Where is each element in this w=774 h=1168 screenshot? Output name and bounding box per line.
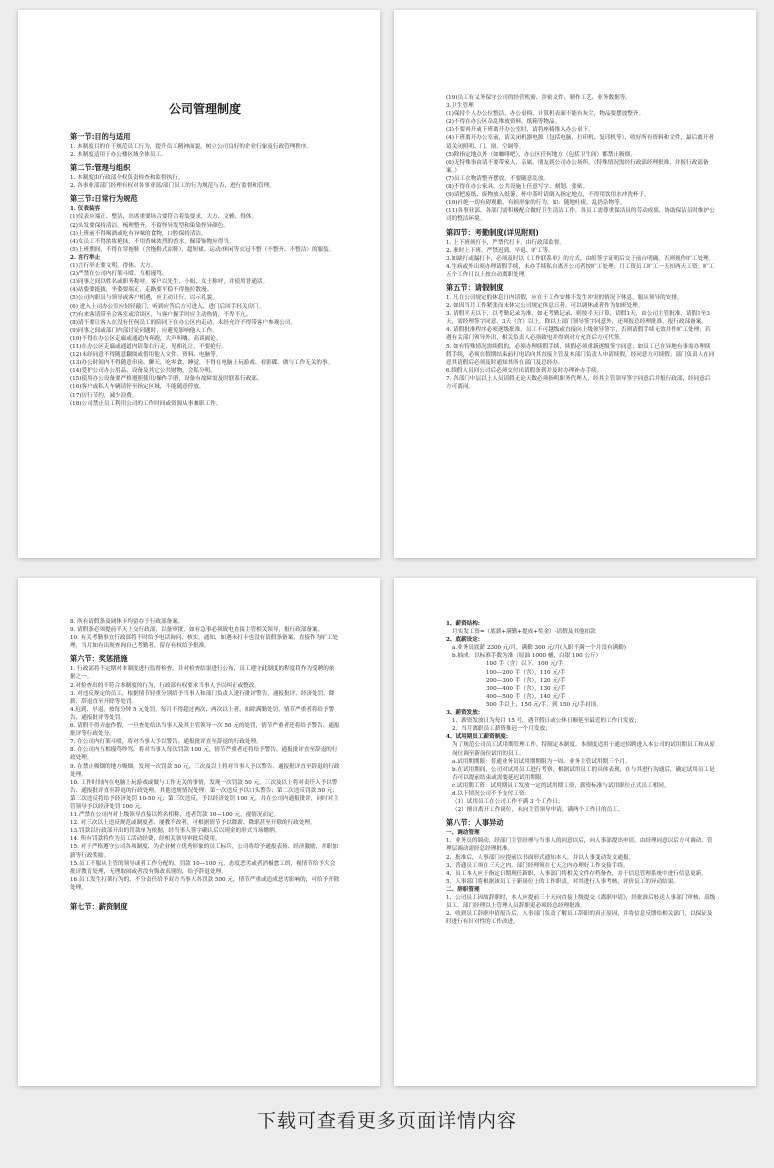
- paragraph: 9. 在禁止吸烟的地方吸烟，发现一次罚款 50 元，三次及以上将对当事人予以警告、通报批评直至辞退的行政处理。: [70, 763, 340, 778]
- paragraph: 4.生病或外出须办理请假手续，未办手续私自离开公司者按旷工处理；月工资员工旷工一天扣两天工资；旷工五个工作日以上按自动离职处理。: [446, 263, 715, 278]
- paragraph: (2)严禁在公司内打架斗殴、互相谩骂。: [70, 271, 168, 278]
- paragraph: 4、员工本人应于指定日期现任新职，人事部门将相关文件存档备查，并于信息管理系统中进行信息更新。: [446, 870, 707, 877]
- section-heading: 第四节：考勤制度(详见附则): [446, 227, 539, 237]
- paragraph: (7)员工衣物请整齐摆放，不要随意乱放。: [446, 175, 550, 182]
- paragraph: (11)各事业部、各部门需积极配合做好卫生清洁工作，各员工需尊重保洁员的劳动成果，协助保洁员时维护公司的整洁环境。: [446, 208, 715, 223]
- paragraph: 6. 请假不得弄虚作假，一旦查处给出当事人及其主管领导一次 50 元的处罚，情节严重者还将给予警告、通报批评等行政处分。: [70, 723, 340, 738]
- paragraph: (3)不要再开或下班离开办公室时，请将座椅推入办公桌下。: [446, 127, 594, 134]
- paragraph: (6) 进入上司办公室应轻轻敲门，听到应答后方可进入，进门后回手轻关房门。: [70, 303, 265, 310]
- paragraph: 1. 行政部将不定期对本制度进行监督检查，并对检查结果进行公布，员工遵守此制度的程度将作为受聘的依据之一。: [70, 666, 335, 681]
- paragraph: 10. 工作时间内在电脑上玩游戏或做与工作无关的事情，发现一次罚款 50 元，三次及以上将对责任人予以警告、通报批评直至辞退的行政处理。其他违规情况处理：第一次违反予以口头警告；第二次违反罚款 50 元；第三次违反将给予经济处罚 10-50 元；第三次违反，予以经济处罚 100 元，并在公司内通报批评，同时对主管领导予以经济处罚 100 元。: [70, 779, 339, 810]
- tier-item: 500 手以上，150 元/手，到 150 元/手封顶。: [486, 701, 602, 708]
- paragraph: 13.罚款以行政部开出的罚款单为依据，经当事人签字确认后以现金的形式当场缴纳。: [70, 828, 281, 835]
- paragraph: 8. 在公司内互相谩骂吵骂，将对当事人每次罚款 100 元，情节严重者还将给予警告、通报批评直至辞退的行政处理。: [70, 747, 338, 762]
- paragraph: 5. 如有特殊情况需续假的，必须办理续假手续，续假必须重新逐级签字同意；如员工已在异地有事需办理续假手续，必须在假期结束前打电话向其直接主管及本部门负责人申请续假，经同意方可续假；部门负责人在同意其请假后必须及时通知其所在部门及总经办。: [446, 343, 715, 366]
- paragraph: (3)同事之间以姓名或职务称呼，客户以先生、小姐、女士称呼，并使用普通话。: [70, 279, 269, 286]
- paragraph: (16)客户或私人车辆请停至指定区域，不能随意停放。: [70, 384, 205, 391]
- subheading: 3、薪资发放:: [446, 710, 480, 717]
- paragraph: (1)保持个人办公位整洁，办公桌椅、计算机表面不能有灰尘，物品要摆放整齐。: [446, 111, 645, 118]
- section-heading: 第八节：人事异动: [446, 818, 504, 828]
- page-2-content: [446, 94, 716, 391]
- paragraph: 15.员工不服从主管的领导或者工作分配的，罚款 10—100 元，态度恶劣或者消极怠工的，视情节给予大会批评教育处理，无理取闹或者没有悔改表现的，给予辞退处理。: [70, 860, 336, 875]
- paragraph: 2、收到员工辞职申请报告后，人事部门负责了解员工辞职的真正原因，并将信息反馈给相关部门，以保证及时进行有针对性的工作改进。: [446, 911, 713, 926]
- paragraph: (4)女员工不得浓妆艳抹，不用香味浓烈的香水，佩带饰物应得当。: [70, 238, 235, 245]
- paragraph: (19)员工有义务保守公司的经营机密、涉密文件、制作工艺、业务数据等。: [446, 95, 631, 101]
- tier-item: 100 手（含）以下，100 元/手: [486, 661, 564, 668]
- paragraph: (5)上班期间，不得在穿拖鞋（含拖鞋式凉鞋），超短裙、运动/休闲等衣冠不整（不整齐、不整洁）的服装。: [70, 246, 335, 253]
- paragraph: (10)社绝一切有碍观瞻，有损形象的行为，如：随地吐痰，乱扔杂物等。: [446, 200, 626, 207]
- paragraph: 1、业务员的调动，经部门主管经理与当事人的同意以后，向人事部提出申请，由经理同意以后方可调动，管理层调动需经总经理批准。: [446, 838, 713, 853]
- paragraph: 14. 所有罚款将作为员工活动经费，经相关领导审批后使用。: [70, 836, 221, 843]
- paragraph: (11)在办公区走廊或通道内请靠右行走，见相礼让，不要抢行。: [70, 343, 227, 350]
- paragraph: (9)请把废纸、废物放入纸篓，杯中茶叶请倒入指定地点，不得用饮用水冲洗杯子。: [446, 192, 650, 199]
- paragraph: 1、公司员工因故辞职时，本人应提前三十天向直接上级提交《离职申请》，经批准后转送人事部门审核，高级员工、部门经理以上管理人员辞职更必须经总经理批准。: [446, 895, 716, 910]
- tier-item: 400—500 手（含），140 元/手: [486, 693, 566, 700]
- section-heading: 第七节：薪资制度: [70, 902, 128, 911]
- paragraph: (4)下班离开办公室前，请关闭机器电源（包括电脑、打印机、复印机等），收好所有资料和文件，最后离开者请关闭照明、门、窗、空调等。: [446, 135, 715, 150]
- document-page-2: [394, 10, 756, 558]
- tier-item: 300—400 手（含），130 元/手: [486, 685, 566, 692]
- paragraph: b.在试用期间，公司对试用员工进行考察，根据试用员工的具体表现，在与其进行沟通后，确定试用员工是否可以提前结束或需要延迟试用期限。: [452, 766, 715, 781]
- subheading: 2、底薪设定:: [446, 637, 480, 644]
- paragraph: 15. 对于严格遵守公司各项制度、为企业树立优秀形象的员工标兵，公司将给予通报表扬、经济激励，并职加薪等行政奖励。: [70, 844, 338, 859]
- paragraph: （1）试用员工在公司工作不满 3 个工作日；: [452, 799, 564, 806]
- paragraph: (5)公司内职员与领导或客户相遇，应主动让行，以示礼貌。: [70, 295, 218, 302]
- section-heading: 第二节:管理与组织: [70, 163, 131, 173]
- tier-item: 100—200 手（含），110 元/手: [486, 669, 566, 676]
- paragraph: (6)无特殊事由请不要带家人、亲属、朋友到公司办公场所。（特殊情况需经行政部经理批准，并报行政部备案。）: [446, 159, 709, 174]
- paragraph: 5、人事部门将根据该员工于新岗位上的工作职责，对其进行人事考核，评价员工的异动结果。: [446, 878, 679, 885]
- subheading: 3.卫生管理: [446, 103, 474, 110]
- paragraph: a.试用期期限：普通业务员试用期期限为一周、业务主管试用期三个月。: [452, 758, 631, 765]
- paragraph: 1. 本制度目的在于规范员工行为，提升员工精神面貌，树立公司良好的企业行象及行政管理秩序。: [70, 144, 313, 150]
- paragraph: (2)不得在办公区杂乱堆放资料、纸箱等物品。: [446, 119, 561, 126]
- subheading: 2. 言行举止: [70, 254, 101, 261]
- paragraph: (10)不得在办公区走廊或通道内奔跑，大声叫嚷、高谈阔论。: [70, 335, 222, 342]
- page-4-content: [446, 620, 716, 926]
- subheading: 一、调动管理: [446, 830, 480, 837]
- section-heading: 第一节:目的与适用: [70, 132, 131, 141]
- paragraph: (1)言行举止要文明，得体、大方。: [70, 263, 157, 270]
- section-heading: 第六节：奖惩措施: [70, 654, 128, 664]
- subheading: 1、薪资结构:: [446, 621, 480, 627]
- paragraph: (2)头发要保持清洁，梳理整齐，不留怪异发型和染染怪异颜色。: [70, 222, 229, 229]
- paragraph: 1. 凡在公司规定的休息日内请假，应在于工作安排不发生冲突的情况下休息，服从领导的安排。: [446, 294, 683, 301]
- page-3-content: [70, 618, 340, 913]
- paragraph: 月实发工资=（底薪+满勤+提成+奖金）-请假及其他扣款: [452, 629, 596, 636]
- paragraph: b.抽成：以标准手数为准（原油 1000 桶，白银 100 公斤）: [452, 653, 602, 660]
- paragraph: (13)办公时间内不得随意串岗、聊天、吃零食、睡觉，不得在电脑上玩游戏、看影碟、做与工作无关的事。: [70, 360, 334, 367]
- paragraph: (3)上班前不得喝酒或吃有异味的食物，口腔保持清洁。: [70, 230, 207, 237]
- paragraph: 10. 有关考勤事宜行政部将不时给予电话询问、核实，通知，如遇未打卡也没有请假条备案，直接作为旷工处理，当月如有出现查询自己考勤者，留存有权给予批准。: [70, 635, 338, 650]
- paragraph: 2.对检查出的不符合本制度的行为，行政部有权要求当事人予以纠正或整改。: [70, 682, 260, 689]
- paragraph: 1. 本制度由行政部全权负责检查和监督执行。: [70, 175, 184, 182]
- paragraph: (15)使用办公设备要严格遵照使用/操作手册，设备有故障需及时联系行政部。: [70, 376, 263, 383]
- paragraph: (12)未经同意不得随意翻阅或借用他人文件、资料、电脑等。: [70, 352, 222, 359]
- paragraph: 2. 各事业部部门经理有权对各事业部/部门员工的行为规范与否，进行监督和管理。: [70, 183, 275, 190]
- subheading: 4、试用期员工薪资制度:: [446, 734, 508, 741]
- paragraph: 8. 所有请假条及调休卡均留存于行政部备案。: [70, 619, 184, 625]
- paragraph: (5)除指定地点外（如咖啡吧），办公区任何地方（包括卫生间）都禁止吸烟。: [446, 151, 636, 158]
- paragraph: c.试用期工资：试用期员工发放一定的试用期工资，薪资标准与试用职位正式员工相同。: [452, 782, 670, 789]
- paragraph: 12. 对三次以上违反规范或制度者、屡教不改者，可根据情节予以降薪、降职甚至开除的行政处理。: [70, 820, 316, 827]
- download-caption[interactable]: 下载可查看更多页面详情内容: [256, 1110, 517, 1132]
- paragraph: 3. 请假半天以下，以考勤记录为准，如无考勤记录，则按半天计算，请假1天，由公司主管批准，请假1至3天，需经理签字同意，3天（含）以上，除以上部门领导签字同意外，还须报总经理批准，报行政部备案。: [446, 311, 710, 326]
- paragraph: 2、当月离职员工薪资推迟一个月发放；: [452, 726, 551, 733]
- paragraph: 2. 本制度适用于办公楼区域全体员工。: [70, 152, 167, 159]
- paragraph: a.业务员底薪 2300 元/月，满勤 300 元/月(入职不满一个月没有满勤): [452, 645, 626, 652]
- subheading: 1. 仪表装容: [70, 206, 101, 213]
- paragraph: 2、批准后，人事部门应提前以书面形式通知本人，并以人事变动发文通报。: [446, 854, 635, 861]
- paragraph: 2. 如因当月工作紧张而未休完公司规定休息日者，可以调休或者作为加班处理。: [446, 303, 644, 310]
- page-1-content: [70, 102, 340, 408]
- paragraph: (9)同事之间或部门内部讨论问题时，应避免影响他人工作。: [70, 327, 218, 334]
- paragraph: 3. 对违反规定的员工，根据情节轻重分别给予当事人和部门负责人进行批评警告，通报批评、经济处罚、降薪、辞退直至开除等处罚。: [70, 690, 335, 705]
- paragraph: (4)站姿要挺拔，坐姿要端正，走路要平稳不得拖拉散漫。: [70, 287, 213, 294]
- document-page-1: [18, 10, 380, 558]
- paragraph: 4.迟到、早退，按每分钟 5 元处罚，每月不得超过两次，两次以上者，扣除满勤处罚，情节严重者将给予警告、通报批评等处罚。: [70, 706, 335, 721]
- paragraph: (7)有来客请带至会客室或洽谈区，与客户握手时应主动热情，不卑不亢。: [70, 311, 252, 318]
- paragraph: (17)厉行节约，减少浪费。: [70, 392, 138, 399]
- paragraph: 7. 各部门中层以上人员请假无论天数必须指明职务代理人，经其主管领导签字同意后并报行政部，经同意后方可离岗。: [446, 375, 711, 390]
- paragraph: 11.严禁在公司内对上级领导直接以姓名相称，违者罚款 10—100 元，视情况而定。: [70, 812, 280, 819]
- paragraph: (8)请不要让客人在没有任何员工的陪同下在办公区内走动，未经允许不得带客户参观公司。: [70, 319, 297, 326]
- subheading: 二、辞职管理: [446, 886, 480, 893]
- paragraph: 6.续假人员回公司后必须交付出请假条到并及时办理补办手续。: [446, 367, 603, 374]
- paragraph: (18)公司禁止员工利用公司的工作时间或资源从事兼职工作。: [70, 400, 222, 407]
- paragraph: （2）擅自离开工作岗位，未向主管领导申请，满两个工作日的员工。: [452, 807, 624, 814]
- document-page-3: [18, 578, 380, 1086]
- paragraph: 16.员工发生打架行为的，不分责任给予双方当事人各罚款 500 元，情节严重或造成恶劣影响的，可给予开除处理。: [70, 876, 340, 891]
- paragraph: 1. 上下班须打卡，严禁代打卡，由行政部监督。: [446, 239, 565, 246]
- paragraph: 3、普通员工须在三天之内，部门经理须在七天之内办理好工作交接手续。: [446, 862, 629, 869]
- paragraph: 4. 请假批准程序必须逐级批准，员工不可越级或直接向上级领导签字，否则请假手续无效并作旷工处理；若遇有关部门领导外出，相关负责人必须致电并得到对方允许后方可代签。: [446, 327, 711, 342]
- paragraph: 7. 在公司内打架斗殴，将对当事人予以警告、通报批评直至辞退的行政处理。: [70, 739, 262, 746]
- paragraph: (14)爱护公司办公用品、设备及其它公共财物，会私分明。: [70, 368, 216, 375]
- paragraph: (8)不得在办公家具、公共设施上任意写字、刻划、张贴。: [446, 184, 589, 191]
- document-title: 公司管理制度: [168, 102, 241, 116]
- document-page-4: [394, 578, 756, 1086]
- section-heading: 第五节：请假制度: [446, 282, 504, 292]
- paragraph: 3.如缺打或漏打卡，必须及时以《工作联系单》的方式，由组签字证明后交于前台明确，否则视作旷工处理。: [446, 255, 715, 262]
- paragraph: 9. 请假条必须提前半天上交行政部，以备审批，如有急事必须致电直接主管相关领导，报行政部备案。: [70, 627, 324, 634]
- paragraph: 1、薪资发放日为每月 15 号，遇节假日或公休日顺延至最近的工作日发放；: [452, 718, 640, 725]
- paragraph: 为了规范公司员工试用期管理工作，特制定本制度。本制度适用于通过招聘进入本公司的试用期员工和从原岗位调至新岗位试用的员工。: [452, 742, 715, 757]
- paragraph: (1)仪表应端正、整洁，出席重要场合要符合着装要求，大方、文雅、得体。: [70, 214, 257, 221]
- section-heading: 第三节:日常行为规范: [70, 194, 138, 204]
- tier-item: 200—300 手（含），120 元/手: [486, 677, 566, 684]
- paragraph: d.以下情况公司不予支付工资：: [452, 790, 531, 797]
- paragraph: 2. 准时上下班，严禁迟到、早退、旷工等。: [446, 247, 554, 254]
